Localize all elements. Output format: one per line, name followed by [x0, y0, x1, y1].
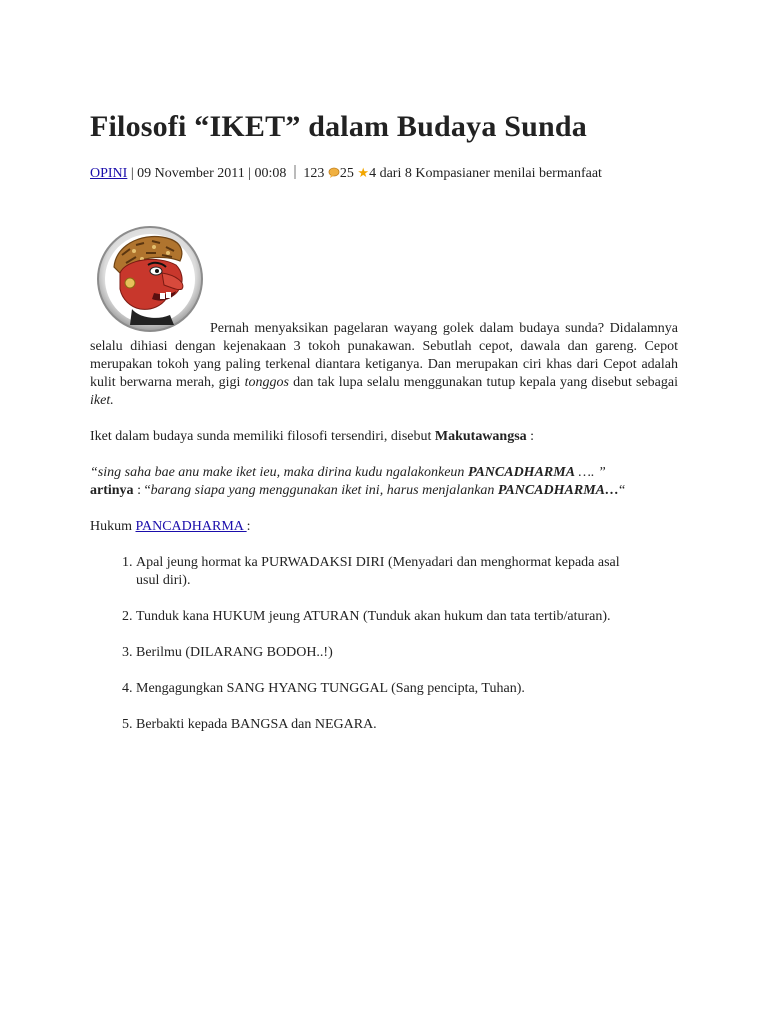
hukum-label: Hukum	[90, 519, 136, 534]
views-bar-icon	[294, 165, 296, 179]
quote-end: …. ”	[575, 465, 606, 480]
pancadharma-link[interactable]: PANCADHARMA	[135, 519, 247, 534]
quote-text: “sing saha bae anu make iket ieu, maka dirina kudu ngalakonkeun	[90, 465, 468, 480]
pancadharma-list	[90, 554, 678, 734]
artinya-end: “	[619, 483, 626, 498]
list-item: 3. Berilmu (DILARANG BODOH..!)	[136, 644, 636, 662]
hukum-colon: :	[246, 519, 251, 534]
makutawangsa-paragraph	[90, 428, 678, 446]
makutawangsa-text: Iket dalam budaya sunda memiliki filosofi tersendiri, disebut	[90, 429, 435, 444]
list-item: 1. Apal jeung hormat ka PURWADAKSI DIRI (Menyadari dan menghormat kepada asal usul diri).	[136, 554, 636, 590]
intro-paragraph	[90, 320, 678, 410]
artinya-label: artinya	[90, 483, 134, 498]
wayang-cepot-avatar-icon	[96, 225, 204, 333]
makutawangsa-term: Makutawangsa	[434, 429, 527, 444]
artinya-pancadharma: PANCADHARMA…	[497, 483, 620, 498]
intro-text: Pernah menyaksikan pagelaran wayang golek dalam budaya sunda? Didalamnya selalu dihiasi dengan kejenakaan 3 tokoh punakawan. Sebutlah cepot, dawala dan gareng. Cepot merupakan tokoh yang paling terkenal diantara ketiganya. Dan merupakan ciri khas dari Cepot adalah kulit berwarna merah, gigi	[90, 321, 678, 390]
sundanese-quote	[90, 464, 678, 500]
list-item: 2. Tunduk kana HUKUM jeung ATURAN (Tunduk akan hukum dan tata tertib/aturan).	[136, 608, 636, 626]
hukum-line	[90, 518, 678, 536]
rating-text: 4 dari 8 Kompasianer menilai bermanfaat	[369, 166, 602, 181]
intro-italic-tonggos: tonggos	[244, 375, 289, 390]
date-time: | 09 November 2011 | 00:08	[127, 166, 290, 181]
artinya-text: barang siapa yang menggunakan iket ini, harus menjalankan	[150, 483, 498, 498]
comments-count: 25	[339, 166, 354, 181]
list-item: 5. Berbakti kepada BANGSA dan NEGARA.	[136, 716, 636, 734]
makutawangsa-colon: :	[526, 429, 535, 444]
comment-bubble-icon	[328, 167, 340, 184]
artinya-sep: : “	[133, 483, 151, 498]
category-link[interactable]: OPINI	[90, 166, 128, 181]
article-meta	[90, 165, 602, 184]
views-count: 123	[299, 166, 325, 181]
list-item: 4. Mengagungkan SANG HYANG TUNGGAL (Sang pencipta, Tuhan).	[136, 680, 636, 698]
intro-italic-iket: iket.	[90, 393, 114, 408]
star-icon: ★	[357, 165, 370, 180]
quote-pancadharma: PANCADHARMA	[467, 465, 576, 480]
article-title: Filosofi “IKET” dalam Budaya Sunda	[90, 110, 587, 143]
article-body	[90, 320, 678, 752]
intro-text-mid: dan tak lupa selalu menggunakan tutup kepala yang disebut sebagai	[288, 375, 678, 390]
